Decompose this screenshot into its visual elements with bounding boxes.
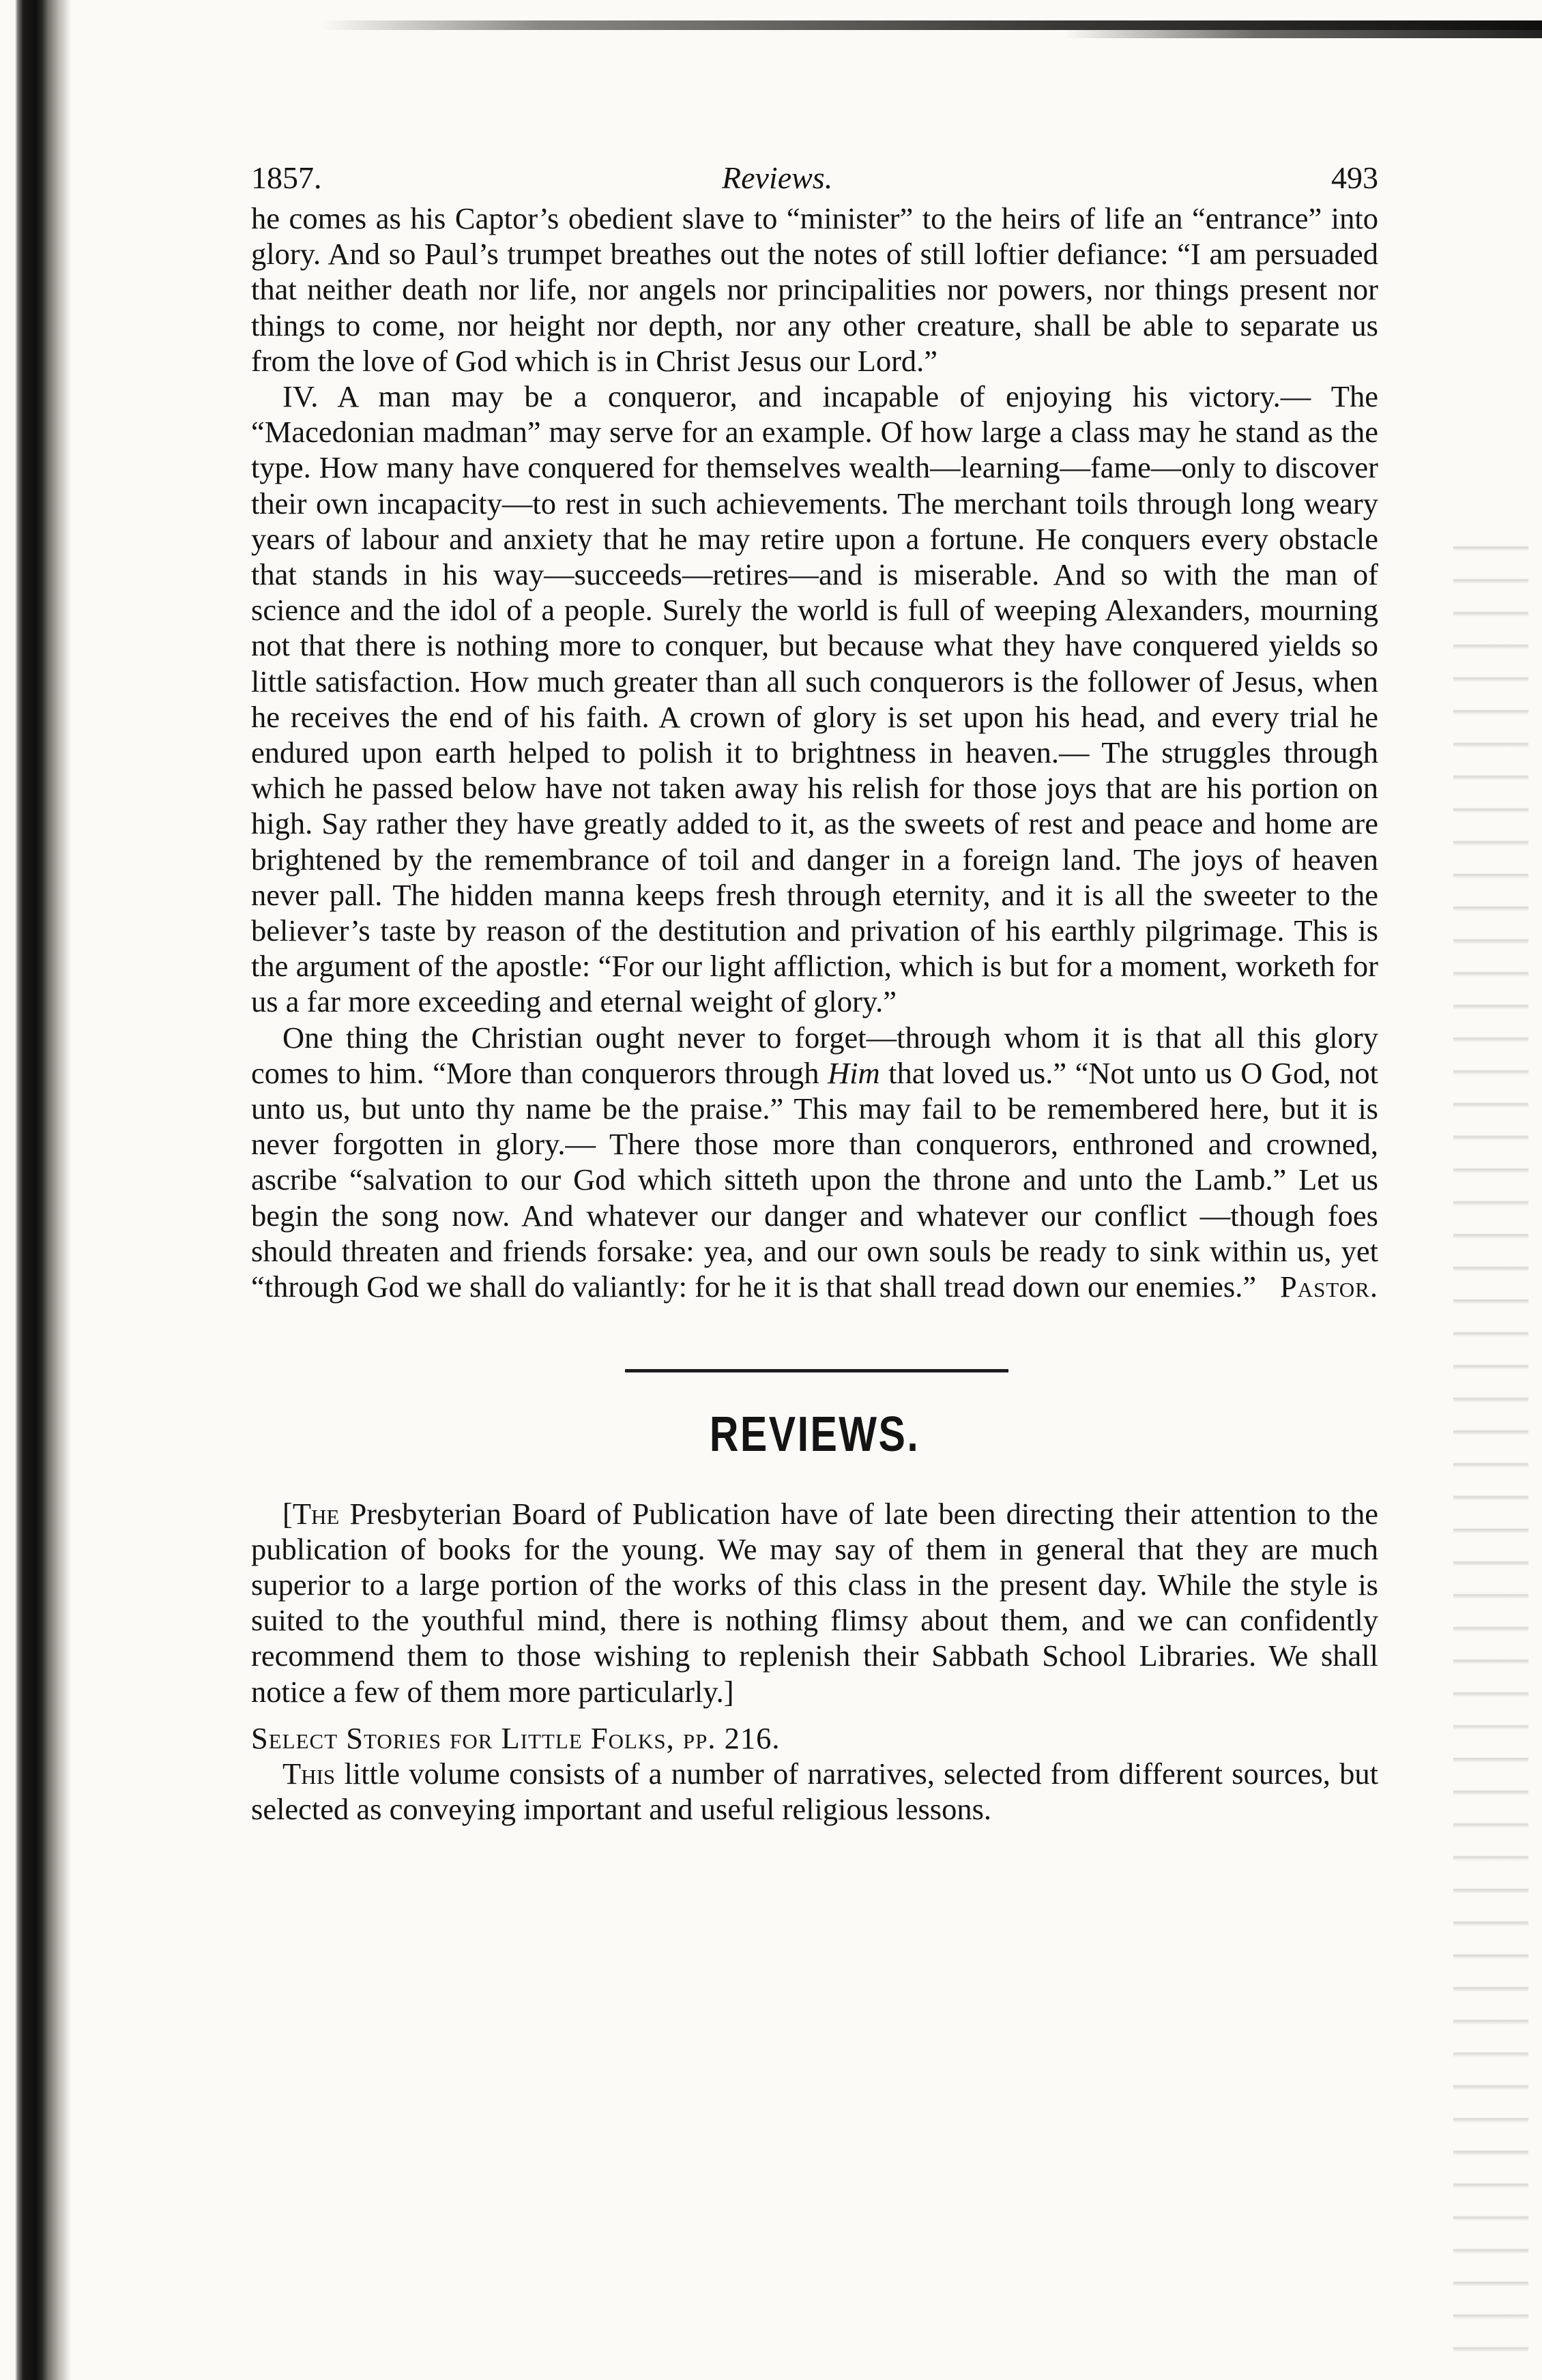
running-head-title: Reviews. (722, 160, 833, 195)
running-head (251, 146, 1378, 201)
book-description-this: This (282, 1756, 336, 1791)
reviews-intro-the: [The (282, 1496, 340, 1531)
closing-text-end: that loved us.” “Not unto us O God, not unto us, but unto thy name be the praise.” This may fail to be remembered here, but it is never forgotten in glory.— There those more than conquerors, enthroned and crowned, ascribe “salvation to our God which sitteth upon the throne and unto the Lamb.” Let us begin the song now. And whatever our danger and whatever our conflict —though foes should threaten and friends forsake: yea, and our own souls be ready to sink within us, yet “through God we shall do valiantly: for he it is that shall tread down our enemies.” (251, 1055, 1378, 1304)
divider-rule (625, 1369, 1008, 1372)
paragraph-closing (251, 1020, 1378, 1305)
reviews-body (251, 1496, 1378, 1827)
scan-margin-noise (1453, 518, 1528, 2360)
paragraph-continuation: he comes as his Captor’s obedient slave to “minister” to the heirs of life an “entrance” into glory. And so Paul’s trumpet breathes out the notes of still loftier defiance: “I am persuaded that neither death nor life, nor angels nor principalities nor powers, nor things present nor things to come, nor height nor depth, nor any other creature, shall be able to separate us from the love of God which is in Christ Jesus our Lord.” (251, 201, 1378, 378)
page-number: 493 (1331, 160, 1378, 195)
book-description-text: little volume consists of a number of narratives, selected from different sources, but selected as conveying important and useful religious lessons. (251, 1756, 1378, 1827)
scan-top-edge-dark (1064, 30, 1542, 38)
article-body (251, 201, 1378, 1305)
author-signature: Pastor. (1280, 1269, 1378, 1304)
book-spine-shadow (0, 0, 72, 2380)
paragraph-point-four: IV. A man may be a conqueror, and incapable of enjoying his victory.— The “Macedonian madman” may serve for an example. Of how large a class may he stand as the type. How many have conquered for themselves wealth—learning—fame—only to discover their own incapacity—to rest in such achievements. The merchant toils through long weary years of labour and anxiety that he may retire upon a fortune. He conquers every obstacle that stands in his way—succeeds—retires—and is miserable. And so with the man of science and the idol of a people. Surely the world is full of weeping Alexanders, mourning not that there is nothing more to conquer, but because what they have conquered yields so little satisfaction. How much greater than all such conquerors is the follower of Jesus, when he receives the end of his faith. A crown of glory is set upon his head, and every trial he endured upon earth helped to polish it to brightness in heaven.— The struggles through which he passed below have not taken away his relish for those joys that are his portion on high. Say rather they have greatly added to it, as the sweets of rest and peace and home are brightened by the remembrance of toil and danger in a foreign land. The joys of heaven never pall. The hidden manna keeps fresh through eternity, and it is all the sweeter to the believer’s taste by reason of the destitution and privation of his earthly pilgrimage. This is the argument of the apostle: “For our light affliction, which is but for a moment, worketh for us a far more exceeding and eternal weight of glory.” (251, 379, 1378, 1019)
reviews-intro-text: Presbyterian Board of Publication have of late been directing their attention to the publication of books for the young. We may say of them in general that they are much superior to a large portion of the works of this class in the present day. While the style is suited to the youthful mind, there is nothing flimsy about them, and we can confidently recommend them to those wishing to replenish their Sabbath School Libraries. We shall notice a few of them more particularly.] (251, 1496, 1378, 1709)
book-page (251, 146, 1378, 1827)
reviews-heading: REVIEWS. (709, 1407, 920, 1462)
reviews-intro (251, 1496, 1378, 1709)
running-head-year: 1857. (251, 160, 322, 195)
book-title: Select Stories for Little Folks, pp. 216. (251, 1720, 781, 1755)
book-description (251, 1756, 1378, 1827)
closing-text-start: One thing the Christian ought never to forget—through whom it is that all this glory comes to him. “More than conquerors through (251, 1020, 1378, 1090)
section-divider (251, 1305, 1378, 1400)
closing-text-him: Him (827, 1055, 880, 1090)
scan-top-edge (321, 20, 1542, 30)
